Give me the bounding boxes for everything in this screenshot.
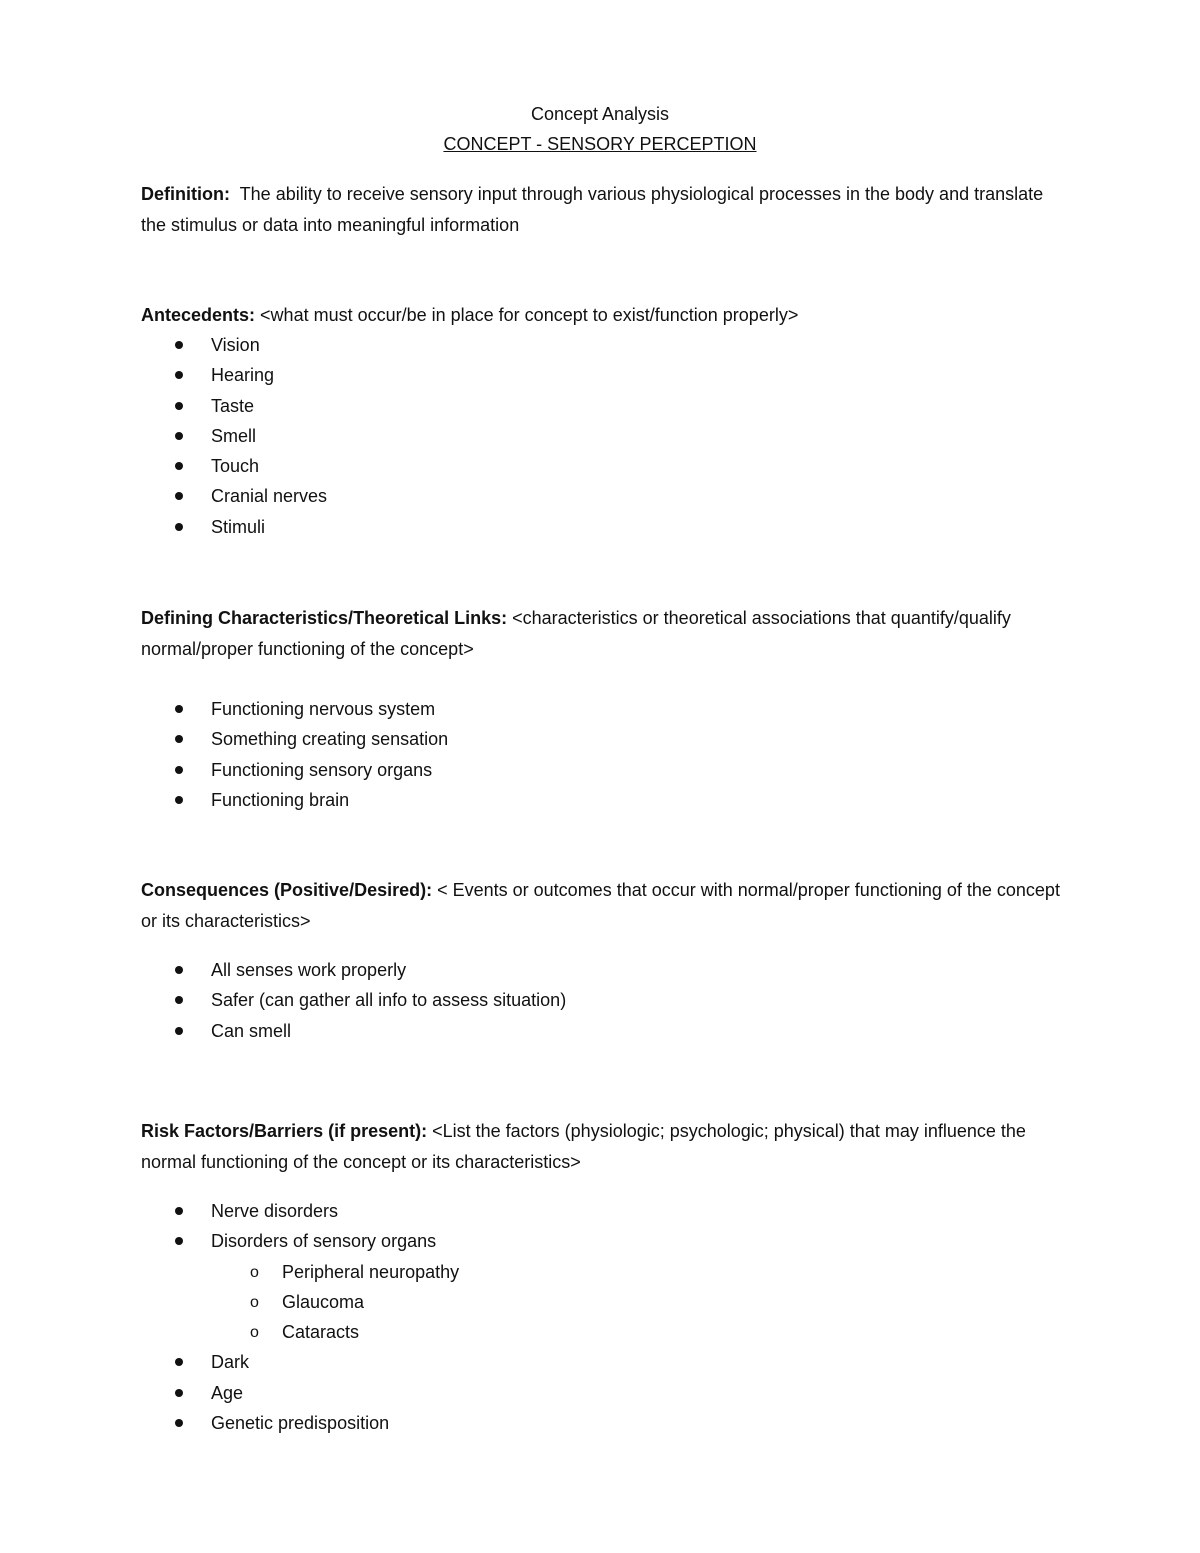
list-item: Something creating sensation [141, 724, 1041, 754]
definition-paragraph [141, 179, 1061, 240]
bullet-icon [175, 371, 183, 379]
consequences-label: Consequences (Positive/Desired): [141, 880, 433, 900]
list-item: Age [141, 1378, 1041, 1408]
bullet-icon [175, 1358, 183, 1366]
list-item: Stimuli [141, 512, 1041, 542]
bullet-icon [175, 766, 183, 774]
document-title: Concept Analysis [530, 104, 670, 124]
defining-prompt: <characteristics or theoretical associations that quantify/qualify normal/proper functioning of the concept> [141, 608, 1011, 659]
list-item: Functioning brain [141, 785, 1041, 815]
list-item: Genetic predisposition [141, 1408, 1041, 1438]
list-item: Cranial nerves [141, 481, 1041, 511]
bullet-icon [175, 1207, 183, 1215]
risk-label: Risk Factors/Barriers (if present): [141, 1121, 428, 1141]
risk-list [141, 1196, 1041, 1438]
risk-prompt: <List the factors (physiologic; psychologic; physical) that may influence the normal functioning of the concept or its characteristics> [141, 1121, 1026, 1172]
list-item: Disorders of sensory organs [141, 1226, 1041, 1256]
antecedents-label: Antecedents: [141, 305, 256, 325]
sub-bullet-icon: o [250, 1263, 259, 1281]
list-item: Safer (can gather all info to assess situation) [141, 985, 1041, 1015]
defining-label: Defining Characteristics/Theoretical Links: [141, 608, 508, 628]
bullet-icon [175, 1389, 183, 1397]
bullet-icon [175, 432, 183, 440]
list-item: Taste [141, 391, 1041, 421]
list-item: Smell [141, 421, 1041, 451]
consequences-prompt: < Events or outcomes that occur with normal/proper functioning of the concept or its characteristics> [141, 880, 1060, 931]
antecedents-heading [141, 300, 1061, 331]
sub-list-item: o Peripheral neuropathy [141, 1257, 1041, 1287]
document-subtitle: CONCEPT - SENSORY PERCEPTION [443, 134, 757, 154]
definition-text: The ability to receive sensory input through various physiological processes in the body and translate the stimulus or data into meaningful information [141, 184, 1044, 235]
antecedents-prompt: <what must occur/be in place for concept to exist/function properly> [260, 305, 799, 325]
sub-bullet-icon: o [250, 1324, 259, 1342]
bullet-icon [175, 1419, 183, 1427]
risk-heading [141, 1116, 1061, 1177]
list-item: Nerve disorders [141, 1196, 1041, 1226]
bullet-icon [175, 735, 183, 743]
sub-list-item: o Cataracts [141, 1317, 1041, 1347]
bullet-icon [175, 1027, 183, 1035]
bullet-icon [175, 966, 183, 974]
list-item: Touch [141, 451, 1041, 481]
list-item: Can smell [141, 1016, 1041, 1046]
list-item: All senses work properly [141, 955, 1041, 985]
definition-label: Definition: [141, 184, 230, 204]
bullet-icon [175, 492, 183, 500]
bullet-icon [175, 341, 183, 349]
bullet-icon [175, 705, 183, 713]
list-item: Functioning nervous system [141, 694, 1041, 724]
consequences-list [141, 955, 1041, 1046]
bullet-icon [175, 402, 183, 410]
sub-list-item: o Glaucoma [141, 1287, 1041, 1317]
bullet-icon [175, 796, 183, 804]
sub-bullet-icon: o [250, 1293, 259, 1311]
bullet-icon [175, 1237, 183, 1245]
antecedents-list [141, 330, 1041, 542]
consequences-heading [141, 875, 1061, 936]
bullet-icon [175, 523, 183, 531]
list-item: Functioning sensory organs [141, 755, 1041, 785]
defining-heading [141, 603, 1061, 664]
list-item: Hearing [141, 360, 1041, 390]
list-item: Dark [141, 1347, 1041, 1377]
bullet-icon [175, 462, 183, 470]
list-item: Vision [141, 330, 1041, 360]
defining-list [141, 694, 1041, 815]
bullet-icon [175, 996, 183, 1004]
